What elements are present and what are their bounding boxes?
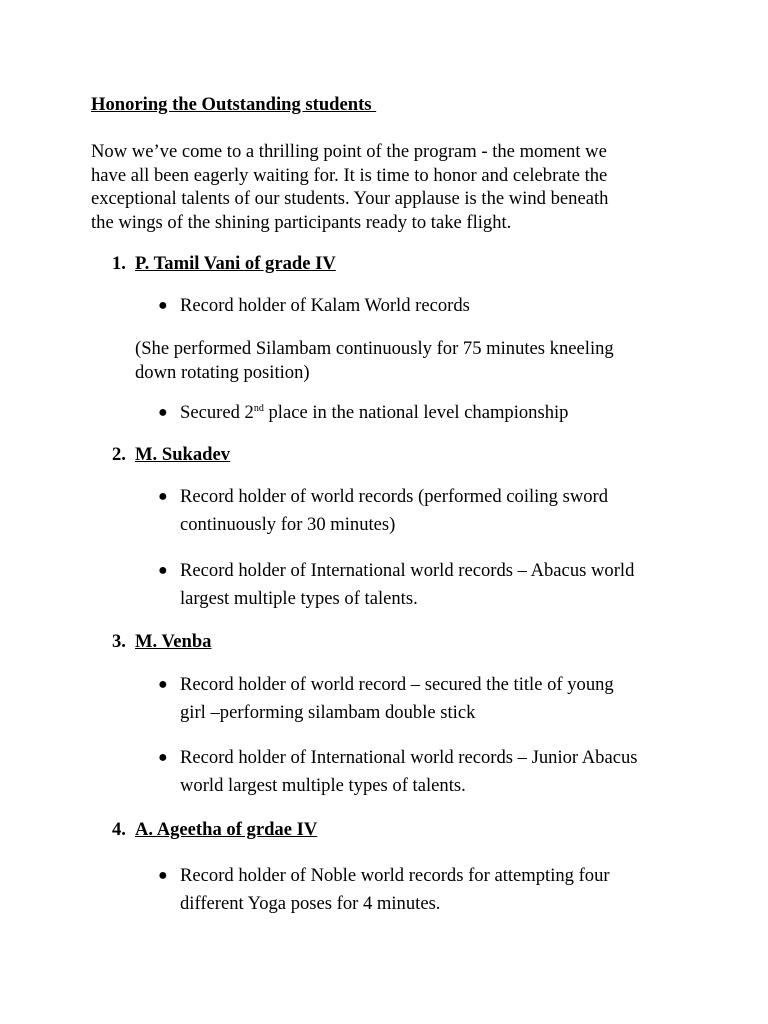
student-name: A. Ageetha of grdae IV xyxy=(135,819,318,840)
bullet-text xyxy=(180,557,690,612)
student-name: P. Tamil Vani of grade IV xyxy=(135,253,336,274)
bullet-text-part: place in the national level championship xyxy=(263,402,569,423)
document-title: Honoring the Outstanding students xyxy=(91,94,377,115)
bullet-line: continuously for 30 minutes) xyxy=(180,513,396,535)
student-name: M. Venba xyxy=(135,631,212,652)
intro-line: the wings of the shining participants ready to take flight. xyxy=(91,211,512,233)
bullet-text xyxy=(180,671,690,726)
bullet-line: largest multiple types of talents. xyxy=(180,587,418,609)
intro-paragraph xyxy=(91,140,661,234)
bullet-icon: ● xyxy=(158,749,168,766)
bullet-text-part: Secured 2 xyxy=(180,402,254,423)
bullet-text xyxy=(180,744,690,799)
bullet-line: different Yoga poses for 4 minutes. xyxy=(180,892,441,914)
intro-line: Now we’ve come to a thrilling point of the program - the moment we xyxy=(91,141,607,162)
bullet-icon: ● xyxy=(158,562,168,579)
list-number: 3. xyxy=(112,631,126,652)
bullet-line: Record holder of International world records – Junior Abacus xyxy=(180,747,638,768)
bullet-text xyxy=(180,483,690,538)
student-name: M. Sukadev xyxy=(135,444,231,465)
bullet-line xyxy=(180,399,690,427)
bullet-line: Record holder of world record – secured the title of young xyxy=(180,674,614,695)
bullet-text xyxy=(180,399,690,427)
list-number: 2. xyxy=(112,444,126,465)
bullet-line: Record holder of International world records – Abacus world xyxy=(180,560,635,581)
bullet-line: Record holder of world records (performed coiling sword xyxy=(180,486,609,507)
bullet-text xyxy=(180,292,690,320)
list-number: 1. xyxy=(112,253,126,274)
bullet-icon: ● xyxy=(158,867,168,884)
bullet-line: Record holder of Kalam World records xyxy=(180,295,470,316)
student-note xyxy=(135,337,614,384)
intro-line: have all been eagerly waiting for. It is time to honor and celebrate the xyxy=(91,164,608,186)
superscript: nd xyxy=(253,403,264,414)
bullet-icon: ● xyxy=(158,488,168,505)
list-number: 4. xyxy=(112,819,126,840)
bullet-line: world largest multiple types of talents. xyxy=(180,774,466,796)
bullet-line: Record holder of Noble world records for attempting four xyxy=(180,865,610,886)
bullet-line: girl –performing silambam double stick xyxy=(180,701,476,723)
bullet-text xyxy=(180,862,690,917)
intro-line: exceptional talents of our students. Your applause is the wind beneath xyxy=(91,188,609,209)
note-line: (She performed Silambam continuously for 75 minutes kneeling xyxy=(135,338,614,359)
bullet-icon: ● xyxy=(158,404,168,421)
bullet-icon: ● xyxy=(158,676,168,693)
note-line: down rotating position) xyxy=(135,361,310,383)
bullet-icon: ● xyxy=(158,297,168,314)
